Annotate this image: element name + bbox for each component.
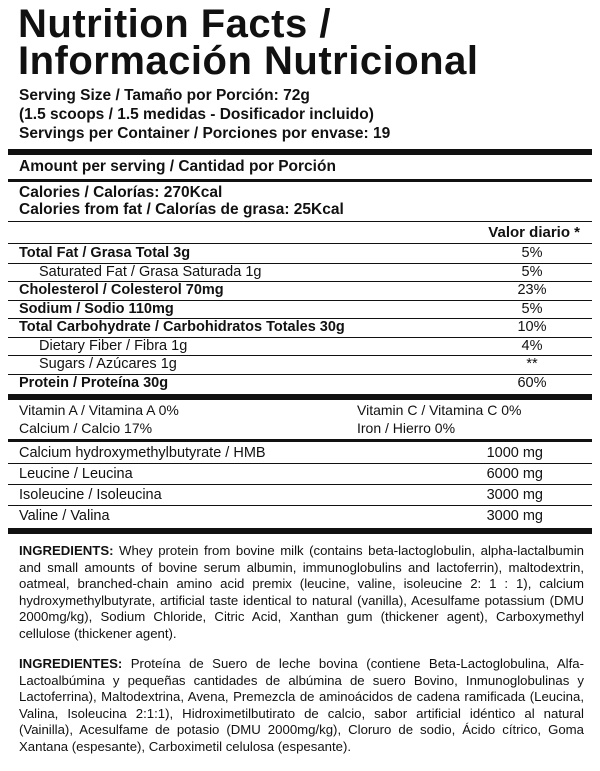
title-line-1: Nutrition Facts / (18, 2, 331, 46)
nutrient-name: Protein / Proteína 30g (19, 374, 169, 391)
calories-from-fat: Calories from fat / Calorías de grasa: 25Kcal (19, 201, 344, 218)
vitamins-block (8, 400, 592, 439)
nutrient-name: Sodium / Sodio 110mg (19, 300, 174, 317)
nutrient-name: Total Carbohydrate / Carbohidratos Totales 30g (19, 319, 345, 335)
nutrient-name: Dietary Fiber / Fibra 1g (39, 337, 188, 354)
ingredients-spanish (8, 656, 592, 755)
serving-size: Serving Size / Tamaño por Porción: 72g (19, 87, 310, 104)
ingredients-text: Whey protein from bovine milk (contains beta-lactoglobulin, alpha-lactalbumin and small amounts of bovine serum albumin, immunoglobulins and lactoferrin), maltodextrin, oatmeal, branched-chain amino acid premix (leucine, valine, isoleucine 2: 1 : 1), calcium hydroxymethylbutyrate, artificial taste identical to natural (vanilla), Acesulfame potassium (DMU 2000mg/kg), Sodium Chloride, Citric Acid, Xanthan gum (thickener agent), Carboxymethyl cellulose (thickener agent). (19, 543, 584, 641)
ingredientes-text: Proteína de Suero de leche bovina (contiene Beta-Lactoglobulina, Alfa-Lactoalbúmina y pequeñas cantidades de albúmina de suero Bovino, Inmunoglobulinas y Lactoferrina), Maltodextrina, Avena, Premezcla de aminoácidos de cadena ramificada (Leucina, Valina, Isoleucina 2:1:1), Hidroximetilbutirato de calcio, sabor artificial idéntico al natural (Vainilla), Acesulfame de potasio (DMU 2000mg/kg), Cloruro de sodio, Ácido cítrico, Goma Xantana (espesante), Carboximetil celulosa (espesante). (19, 656, 584, 754)
ingredientes-label: INGREDIENTES: (19, 656, 123, 671)
amino-table (8, 443, 592, 526)
amount-per-serving: Amount per serving / Cantidad por Porción (19, 158, 336, 175)
nutrient-row (8, 281, 592, 300)
calcium: Calcium / Calcio 17% (19, 420, 153, 436)
nutrient-row (8, 245, 592, 263)
amino-row (8, 484, 592, 505)
nutrient-row (8, 337, 592, 356)
vitamin-a: Vitamin A / Vitamina A 0% (19, 402, 179, 418)
nutrient-dv: 10% (517, 319, 547, 335)
divider-medium (8, 439, 592, 442)
nutrient-dv: 5% (521, 300, 543, 317)
nutrient-dv: 4% (521, 337, 543, 354)
vitamin-c: Vitamin C / Vitamina C 0% (357, 402, 522, 418)
nutrient-dv: ** (526, 356, 538, 372)
nutrient-dv: 5% (521, 263, 543, 280)
amino-amount: 3000 mg (486, 508, 543, 524)
amino-name: Valine / Valina (19, 508, 110, 524)
nutrient-dv: 23% (517, 282, 547, 298)
nutrient-dv: 60% (517, 374, 547, 391)
nutrient-name: Saturated Fat / Grasa Saturada 1g (39, 263, 262, 280)
nutrient-row (8, 318, 592, 337)
nutrient-row (8, 263, 592, 282)
nutrient-dv: 5% (521, 245, 543, 261)
calories-total: Calories / Calorías: 270Kcal (19, 184, 223, 201)
label-title (18, 2, 592, 83)
vitamin-row (8, 419, 592, 437)
amino-name: Calcium hydroxymethylbutyrate / HMB (19, 445, 266, 461)
servings-per-container: Servings per Container / Porciones por envase: 19 (19, 125, 391, 142)
nutrient-name: Cholesterol / Colesterol 70mg (19, 282, 224, 298)
title-line-2: Información Nutricional (18, 39, 479, 83)
nutrient-name: Sugars / Azúcares 1g (39, 356, 177, 372)
ingredients-label: INGREDIENTS: (19, 543, 114, 558)
ingredients-english (8, 543, 592, 642)
divider-thick (8, 528, 592, 534)
nutrient-row (8, 300, 592, 319)
amino-name: Isoleucine / Isoleucina (19, 487, 162, 503)
iron: Iron / Hierro 0% (357, 420, 456, 436)
nutrition-label (8, 4, 592, 767)
amino-amount: 3000 mg (486, 487, 543, 503)
vitamin-row (8, 401, 592, 419)
serving-info (19, 86, 592, 143)
nutrient-row (8, 374, 592, 395)
calories-block (8, 182, 592, 221)
daily-value-header: Valor diario * (488, 224, 580, 241)
amino-row (8, 463, 592, 484)
amino-amount: 1000 mg (486, 445, 543, 461)
nutrient-table (8, 244, 592, 394)
amino-row (8, 505, 592, 526)
serving-scoops: (1.5 scoops / 1.5 medidas - Dosificador incluido) (19, 106, 374, 123)
nutrient-name: Total Fat / Grasa Total 3g (19, 245, 191, 261)
amino-row (8, 443, 592, 463)
nutrient-row (8, 355, 592, 374)
amino-name: Leucine / Leucina (19, 466, 133, 482)
amino-amount: 6000 mg (486, 466, 543, 482)
